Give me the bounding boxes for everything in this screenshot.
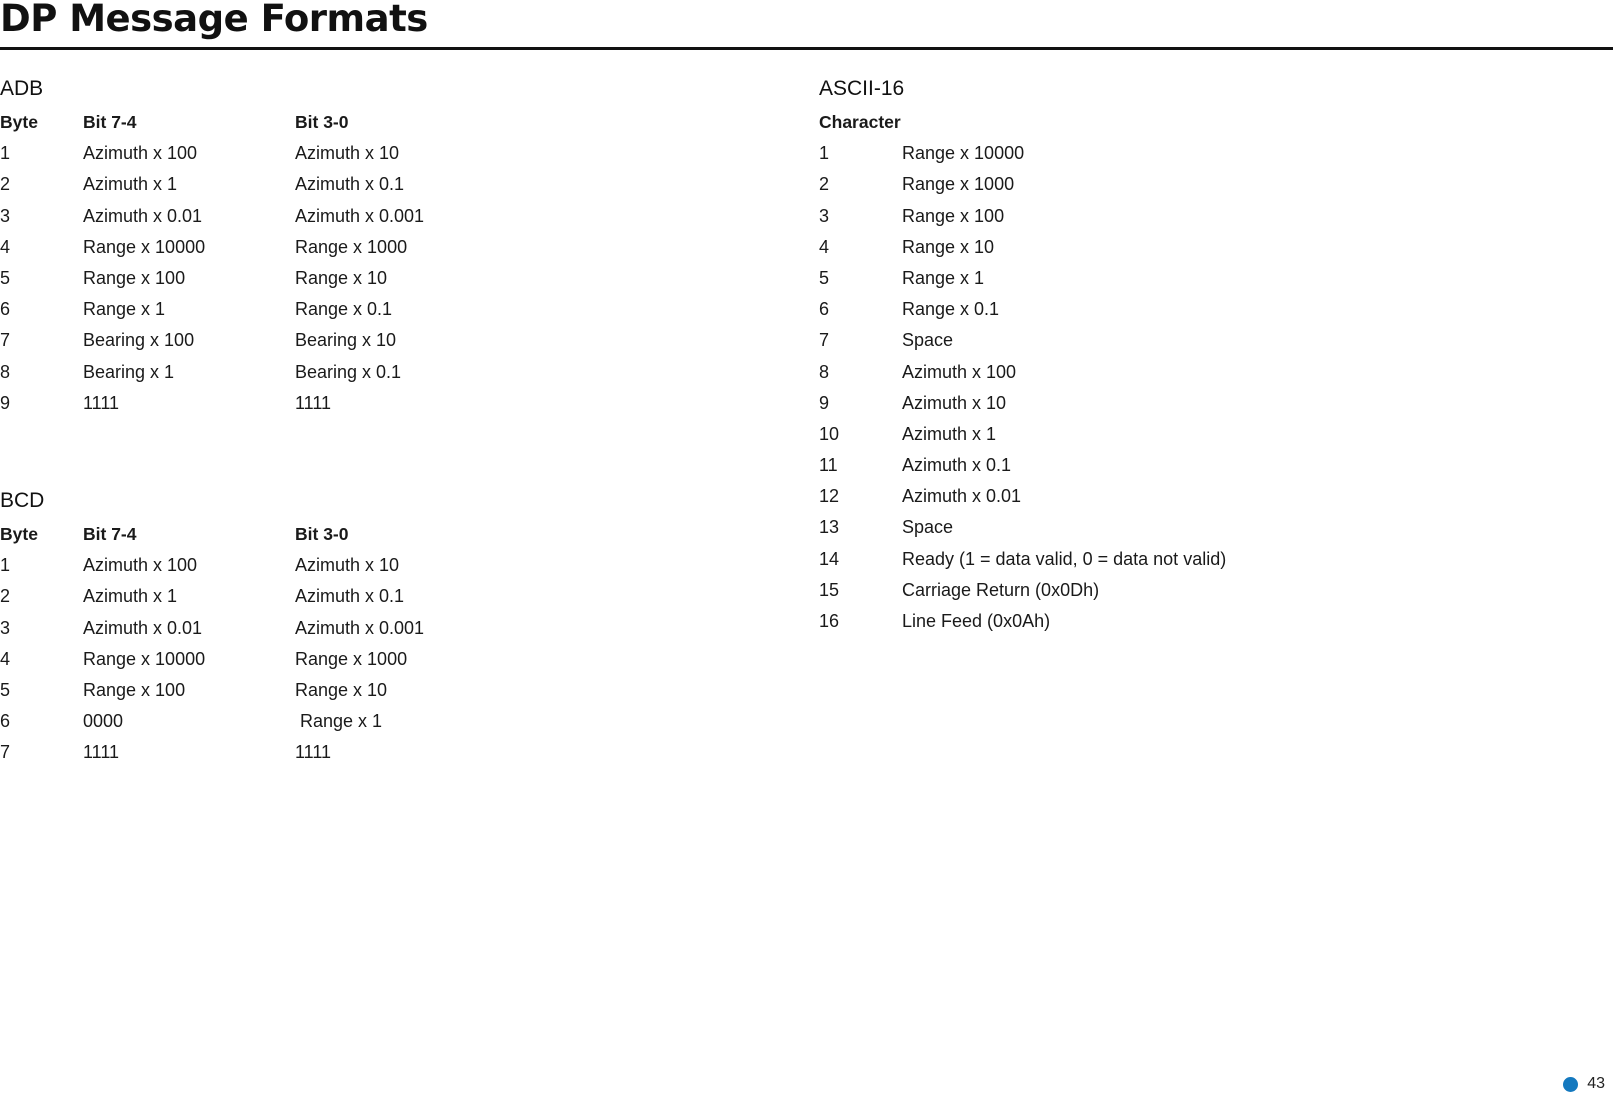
byte-cell: 5	[0, 267, 11, 288]
description-cell: Azimuth x 0.1	[902, 455, 1012, 476]
bit-7-4-cell: Azimuth x 1	[83, 174, 178, 195]
bit-7-4-cell: Range x 10000	[83, 236, 206, 257]
byte-cell: 4	[0, 236, 11, 257]
bit-3-0-cell: Azimuth x 0.1	[295, 174, 405, 195]
bcd-header-row	[0, 519, 515, 550]
bit-7-4-cell: Bearing x 1	[83, 361, 175, 382]
adb-heading: ADB	[0, 77, 44, 100]
bcd-section	[0, 488, 515, 769]
table-row	[819, 263, 1322, 294]
table-row	[0, 644, 515, 675]
bit-3-0-cell: Azimuth x 0.001	[295, 617, 425, 638]
table-row	[0, 581, 515, 612]
table-row	[0, 388, 515, 419]
bit-7-4-cell: Azimuth x 0.01	[83, 617, 203, 638]
bcd-col-bit-7-4: Bit 7-4	[83, 524, 137, 544]
bit-3-0-cell: Azimuth x 0.1	[295, 586, 405, 607]
character-cell: 4	[819, 236, 830, 257]
bit-7-4-cell: Bearing x 100	[83, 330, 195, 351]
table-row	[0, 737, 515, 768]
description-cell: Range x 10	[902, 236, 995, 257]
bit-3-0-cell: Range x 10	[295, 267, 388, 288]
byte-cell: 1	[0, 143, 11, 164]
table-row	[0, 675, 515, 706]
character-cell: 2	[819, 174, 830, 195]
bit-3-0-cell: Azimuth x 10	[295, 555, 400, 576]
byte-cell: 6	[0, 299, 11, 320]
description-cell: Carriage Return (0x0Dh)	[902, 579, 1100, 600]
table-row	[0, 613, 515, 644]
table-row	[819, 201, 1322, 232]
byte-cell: 6	[0, 711, 11, 732]
table-row	[0, 550, 515, 581]
character-cell: 16	[819, 611, 840, 631]
description-cell: Line Feed (0x0Ah)	[902, 611, 1051, 631]
adb-col-bit-3-0: Bit 3-0	[295, 112, 349, 132]
byte-cell: 9	[0, 392, 11, 413]
character-cell: 9	[819, 392, 830, 413]
description-cell: Space	[902, 517, 954, 538]
description-cell: Range x 10000	[902, 143, 1025, 164]
table-row	[0, 201, 515, 232]
description-cell: Azimuth x 1	[902, 423, 997, 444]
bit-7-4-cell: 0000	[83, 711, 124, 732]
description-cell: Azimuth x 0.01	[902, 486, 1022, 507]
page-footer	[1563, 1075, 1605, 1093]
character-cell: 10	[819, 423, 840, 444]
table-row	[819, 169, 1322, 200]
character-cell: 14	[819, 548, 840, 569]
table-row	[0, 357, 515, 388]
bit-7-4-cell: 1111	[83, 742, 120, 763]
byte-cell: 8	[0, 361, 11, 382]
bit-3-0-cell: 1111	[295, 392, 332, 413]
byte-cell: 2	[0, 174, 11, 195]
table-row	[819, 325, 1322, 356]
table-row	[819, 512, 1322, 543]
bit-3-0-cell: Azimuth x 10	[295, 143, 400, 164]
adb-col-bit-7-4: Bit 7-4	[83, 112, 137, 132]
title-divider	[0, 47, 1613, 50]
byte-cell: 1	[0, 555, 11, 576]
table-row	[819, 606, 1322, 637]
bit-3-0-cell: Bearing x 0.1	[295, 361, 402, 382]
character-cell: 11	[819, 455, 838, 476]
ascii16-heading: ASCII-16	[819, 77, 905, 100]
table-row	[0, 232, 515, 263]
table-row	[819, 357, 1322, 388]
table-row	[819, 138, 1322, 169]
character-cell: 7	[819, 330, 830, 351]
adb-rows	[0, 138, 515, 419]
bit-3-0-cell: Range x 1000	[295, 236, 408, 257]
bit-7-4-cell: Range x 10000	[83, 648, 206, 669]
adb-section	[0, 76, 515, 419]
bit-7-4-cell: Azimuth x 100	[83, 555, 198, 576]
description-cell: Range x 1	[902, 267, 985, 288]
character-cell: 3	[819, 205, 830, 226]
bit-7-4-cell: 1111	[83, 392, 120, 413]
character-cell: 12	[819, 486, 840, 507]
ascii16-col-character: Character	[819, 112, 901, 132]
table-row	[0, 138, 515, 169]
table-row	[819, 232, 1322, 263]
bit-3-0-cell: 1111	[295, 742, 332, 763]
ascii16-header-row	[819, 107, 1322, 138]
description-cell: Range x 0.1	[902, 299, 1000, 320]
description-cell: Azimuth x 100	[902, 361, 1017, 382]
table-row	[0, 169, 515, 200]
byte-cell: 3	[0, 617, 11, 638]
ascii16-section	[819, 76, 1322, 637]
adb-header-row	[0, 107, 515, 138]
bcd-heading: BCD	[0, 489, 45, 512]
description-cell: Range x 100	[902, 205, 1005, 226]
byte-cell: 5	[0, 679, 11, 700]
adb-col-byte: Byte	[0, 112, 38, 132]
bit-7-4-cell: Azimuth x 1	[83, 586, 178, 607]
byte-cell: 7	[0, 742, 11, 763]
bit-3-0-cell: Range x 1	[295, 711, 383, 732]
bit-7-4-cell: Range x 100	[83, 679, 186, 700]
table-row	[819, 419, 1322, 450]
character-cell: 6	[819, 299, 830, 320]
bit-7-4-cell: Azimuth x 0.01	[83, 205, 203, 226]
bit-7-4-cell: Range x 100	[83, 267, 186, 288]
table-row	[819, 388, 1322, 419]
table-row	[0, 263, 515, 294]
description-cell: Azimuth x 10	[902, 392, 1007, 413]
page-marker-dot	[1563, 1077, 1578, 1092]
bit-3-0-cell: Bearing x 10	[295, 330, 397, 351]
byte-cell: 2	[0, 586, 11, 607]
table-row	[819, 294, 1322, 325]
table-row	[819, 481, 1322, 512]
table-row	[0, 294, 515, 325]
bit-3-0-cell: Range x 0.1	[295, 299, 393, 320]
description-cell: Space	[902, 330, 954, 351]
byte-cell: 4	[0, 648, 11, 669]
bcd-col-byte: Byte	[0, 524, 38, 544]
bcd-rows	[0, 550, 515, 768]
bit-7-4-cell: Azimuth x 100	[83, 143, 198, 164]
description-cell: Range x 1000	[902, 174, 1015, 195]
byte-cell: 7	[0, 330, 11, 351]
table-row	[819, 575, 1322, 606]
character-cell: 5	[819, 267, 830, 288]
bit-3-0-cell: Range x 10	[295, 679, 388, 700]
character-cell: 1	[819, 143, 830, 164]
bit-3-0-cell: Azimuth x 0.001	[295, 205, 425, 226]
byte-cell: 3	[0, 205, 11, 226]
table-row	[0, 706, 515, 737]
page-number: 43	[1587, 1075, 1605, 1092]
description-cell: Ready (1 = data valid, 0 = data not valid)	[902, 548, 1227, 569]
character-cell: 8	[819, 361, 830, 382]
bcd-col-bit-3-0: Bit 3-0	[295, 524, 349, 544]
bit-3-0-cell: Range x 1000	[295, 648, 408, 669]
table-row	[819, 450, 1322, 481]
table-row	[0, 325, 515, 356]
bit-7-4-cell: Range x 1	[83, 299, 166, 320]
page-title: DP Message Formats	[0, 0, 428, 40]
character-cell: 15	[819, 579, 840, 600]
character-cell: 13	[819, 517, 840, 538]
table-row	[819, 544, 1322, 575]
ascii16-rows	[819, 138, 1322, 637]
